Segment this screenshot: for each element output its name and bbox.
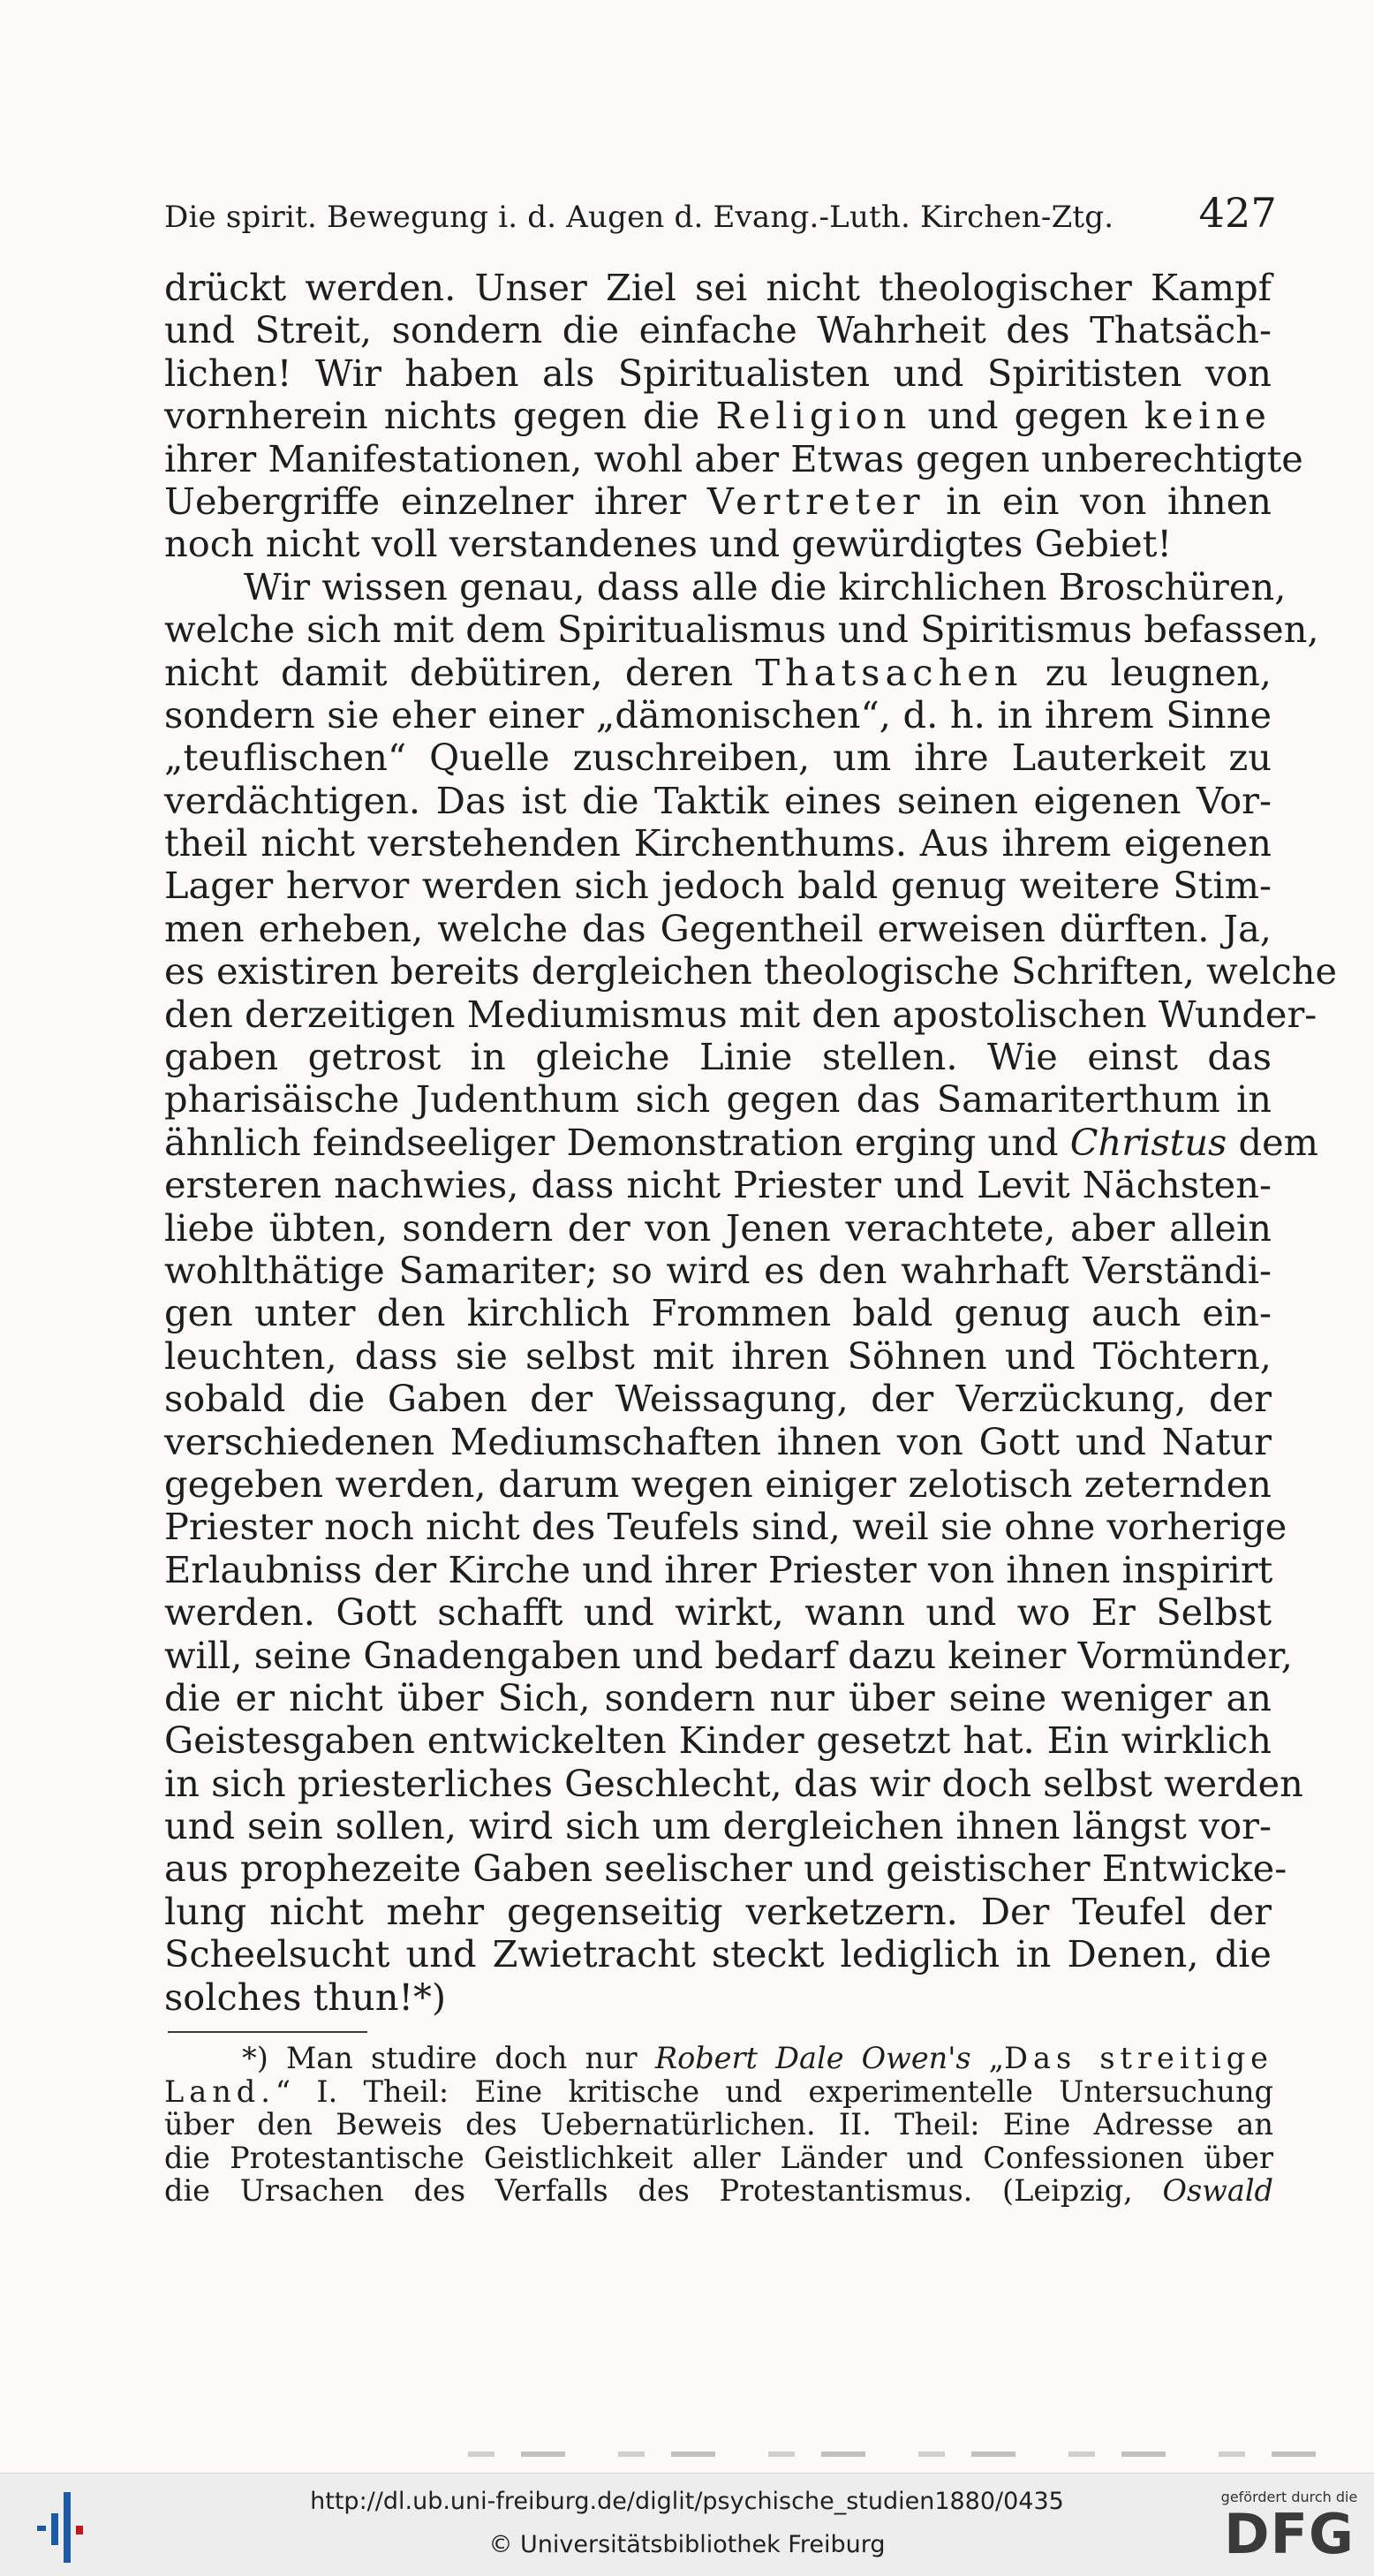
- funding-note: gefördert durch die: [1220, 2489, 1358, 2505]
- source-url-link[interactable]: http://dl.ub.uni-freiburg.de/diglit/psychische_studien1880/0435: [310, 2488, 1064, 2515]
- text-line: aus prophezeite Gaben seelischer und geistischer Entwicke-: [164, 1847, 1287, 1891]
- text-line: Priester noch nicht des Teufels sind, weil sie ohne vorherige: [164, 1505, 1287, 1549]
- scan-artifact: [468, 2451, 1325, 2457]
- text-line: Erlaubniss der Kirche und ihrer Priester von ihnen inspirirt: [164, 1547, 1273, 1591]
- spaced-word: Vertreter: [706, 479, 925, 523]
- text-line: ihrer Manifestationen, wohl aber Etwas gegen unberechtigte: [164, 436, 1303, 480]
- text-line: pharisäische Judenthum sich gegen das Samariterthum in: [164, 1077, 1272, 1122]
- text-line: men erheben, welche das Gegentheil erweisen dürften. Ja,: [164, 906, 1272, 950]
- copyright-notice: © Universitätsbibliothek Freiburg: [488, 2531, 886, 2558]
- dfg-logo-icon: DFG: [1224, 2502, 1355, 2566]
- text-line: sondern sie eher einer „dämonischen“, d. h. in ihrem Sinne: [164, 692, 1272, 737]
- page-number: 427: [1198, 189, 1277, 237]
- text-line: es existiren bereits dergleichen theologische Schriften, welche: [164, 949, 1338, 993]
- text-line: gegeben werden, darum wegen einiger zelotisch zeternden: [164, 1462, 1272, 1506]
- running-header: [164, 189, 1277, 237]
- text-line: gaben getrost in gleiche Linie stellen. Wie einst das: [164, 1035, 1272, 1079]
- footnote-line: die Ursachen des Verfalls des Protestantismus. (Leipzig, Oswald: [164, 2173, 1273, 2209]
- footnote-line: *) Man studire doch nur Robert Dale Owen's „Das streitige: [242, 2041, 1273, 2075]
- text-line: „teuflischen“ Quelle zuschreiben, um ihre Lauterkeit zu: [164, 736, 1272, 780]
- text-line: vornherein nichts gegen die Religion und gegen keine: [164, 394, 1272, 438]
- text-line: die er nicht über Sich, sondern nur über seine weniger an: [164, 1675, 1272, 1719]
- italic-name: Robert Dale Owen's: [654, 2041, 971, 2075]
- text-line: will, seine Gnadengaben und bedarf dazu keiner Vormünder,: [164, 1633, 1293, 1677]
- text-line: Lager hervor werden sich jedoch bald genug weitere Stim-: [164, 864, 1272, 908]
- text-line: den derzeitigen Mediumismus mit den apostolischen Wunder-: [164, 992, 1317, 1036]
- main-text: [164, 266, 1338, 2019]
- text-line: noch nicht voll verstandenes und gewürdigtes Gebiet!: [164, 522, 1173, 566]
- text-line: Geistesgaben entwickelten Kinder gesetzt hat. Ein wirklich: [164, 1719, 1272, 1763]
- footnote-line: Land.“ I. Theil: Eine kritische und experimentelle Untersuchung: [164, 2074, 1273, 2109]
- text-line: sobald die Gaben der Weissagung, der Verzückung, der: [164, 1377, 1272, 1421]
- text-line: ersteren nachwies, dass nicht Priester und Levit Nächsten-: [164, 1163, 1272, 1207]
- spaced-word: Thatsachen: [755, 650, 1023, 694]
- spaced-word: Land.: [164, 2074, 276, 2109]
- text-line: gen unter den kirchlich Frommen bald genug auch ein-: [164, 1291, 1272, 1335]
- italic-name: Christus: [1069, 1120, 1227, 1164]
- text-line: drückt werden. Unser Ziel sei nicht theologischer Kampf: [164, 266, 1272, 309]
- text-line: Uebergriffe einzelner ihrer Vertreter in ein von ihnen: [164, 479, 1272, 523]
- running-title: Die spirit. Bewegung i. d. Augen d. Evang.-Luth. Kirchen-Ztg.: [164, 200, 1114, 235]
- text-line: lung nicht mehr gegenseitig verketzern. Der Teufel der: [164, 1889, 1272, 1933]
- text-line: theil nicht verstehenden Kirchenthums. Aus ihrem eigenen: [164, 821, 1272, 865]
- text-line: ähnlich feindseeliger Demonstration erging und Christus dem: [164, 1120, 1319, 1164]
- text-line: wohlthätige Samariter; so wird es den wahrhaft Verständi-: [164, 1248, 1272, 1292]
- text-line: werden. Gott schafft und wirkt, wann und wo Er Selbst: [164, 1590, 1272, 1635]
- text-line: verschiedenen Mediumschaften ihnen von Gott und Natur: [164, 1419, 1272, 1463]
- text-line: welche sich mit dem Spiritualismus und Spiritismus befassen,: [164, 608, 1319, 652]
- text-line: nicht damit debütiren, deren Thatsachen zu leugnen,: [164, 650, 1272, 694]
- footnote-divider: [168, 2031, 367, 2033]
- footnote-line: über den Beweis des Uebernatürlichen. II. Theil: Eine Adresse an: [164, 2107, 1273, 2142]
- italic-name: Oswald: [1162, 2173, 1273, 2209]
- text-line: und Streit, sondern die einfache Wahrheit des Thatsäch-: [164, 308, 1272, 352]
- text-line: liebe übten, sondern der von Jenen verachtete, aber allein: [164, 1205, 1272, 1250]
- text-line: Wir wissen genau, dass alle die kirchlichen Broschüren,: [244, 564, 1287, 608]
- text-line: und sein sollen, wird sich um dergleichen ihnen längst vor-: [164, 1804, 1272, 1848]
- text-line: lichen! Wir haben als Spiritualisten und Spiritisten von: [164, 351, 1272, 395]
- text-line: solches thun!*): [164, 1975, 447, 2019]
- spaced-word: Das streitige: [1004, 2041, 1273, 2075]
- text-line: leuchten, dass sie selbst mit ihren Söhnen und Töchtern,: [164, 1333, 1272, 1378]
- footnote: [164, 2042, 1273, 2208]
- text-line: Scheelsucht und Zwietracht steckt lediglich in Denen, die: [164, 1932, 1272, 1976]
- text-line: in sich priesterliches Geschlecht, das wir doch selbst werden: [164, 1761, 1303, 1805]
- text-line: verdächtigen. Das ist die Taktik eines seinen eigenen Vor-: [164, 778, 1272, 822]
- spaced-word: keine: [1144, 394, 1272, 438]
- spaced-word: Religion: [715, 394, 912, 438]
- footnote-line: die Protestantische Geistlichkeit aller Länder und Confessionen über: [164, 2140, 1273, 2175]
